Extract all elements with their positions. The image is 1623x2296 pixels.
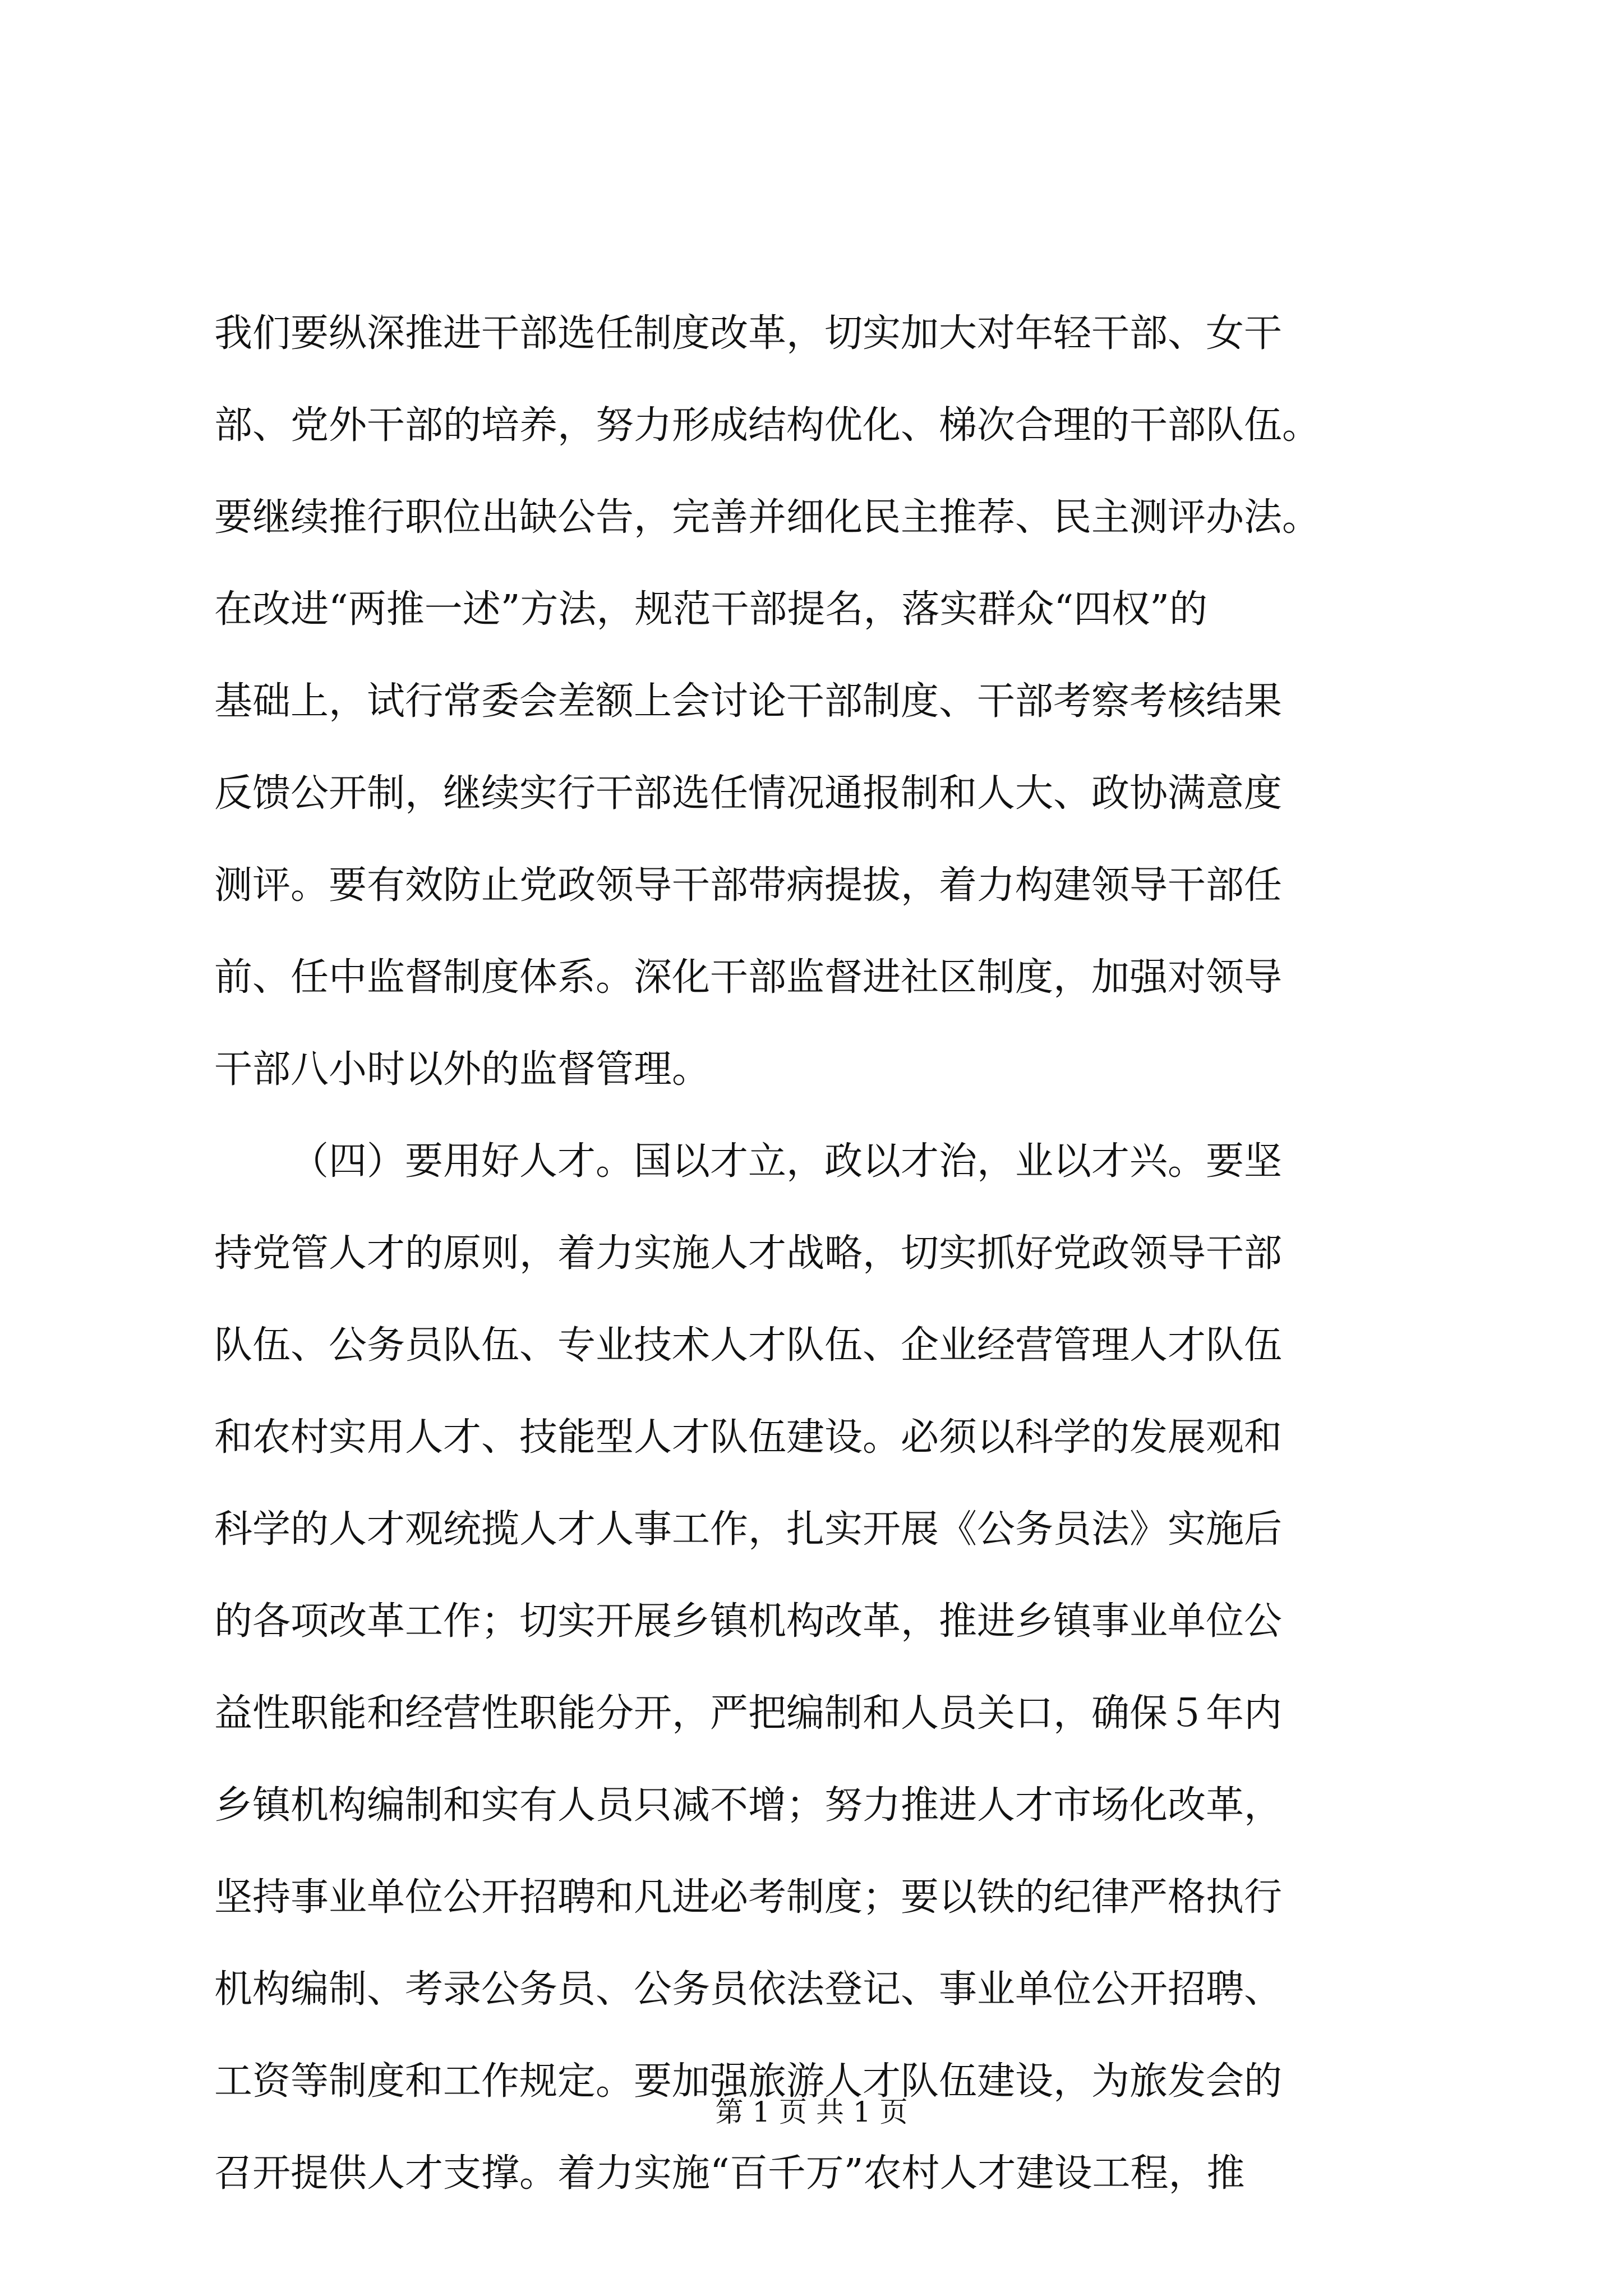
document-page: 我们要纵深推进干部选任制度改革，切实加大对年轻干部、女干 部、党外干部的培养，努力形成结构优化、梯次合理的干部队伍。 要继续推行职位出缺公告，完善并细化民主推荐、民主测评办法。 在改进“两推一述”方法，规范干部提名，落实群众“四权”的 基础上，试行常委会差额上会讨论干部制度、干部考察考核结果 反馈公开制，继续实行干部选任情况通报制和人大、政协满意度 测评。要有效防止党政领导干部带病提拔，着力构建领导干部任 前、任中监督制度体系。深化干部监督进社区制度，加强对领导 干部八小时以外的监督管理。 （四）要用好人才。国以才立，政以才治，业以才兴。要坚 持党管人才的原则，着力实施人才战略，切实抓好党政领导干部 队伍、公务员队伍、专业技术人才队伍、企业经营管理人才队伍 和农村实用人才、技能型人才队伍建设。必须以科学的发展观和 科学的人才观统揽人才人事工作，扎实开展《公务员法》实施后 的各项改革工作；切实开展乡镇机构改革，推进乡镇事业单位公 益性职能和经营性职能分开，严把编制和人员关口，确保５年内 乡镇机构编制和实有人员只减不增；努力推进人才市场化改革， 坚持事业单位公开招聘和凡进必考制度；要以铁的纪律严格执行 机构编制、考录公务员、公务员依法登记、事业单位公开招聘、 工资等制度和工作规定。要加强旅游人才队伍建设，为旅发会的 召开提供人才支撑。着力实施“百千万”农村人才建设工程，推 第 1 页 共 1 页 [0, 0, 1623, 2296]
page-number: 第 1 页 共 1 页 [715, 2096, 908, 2128]
page-footer [0, 2095, 1623, 2129]
